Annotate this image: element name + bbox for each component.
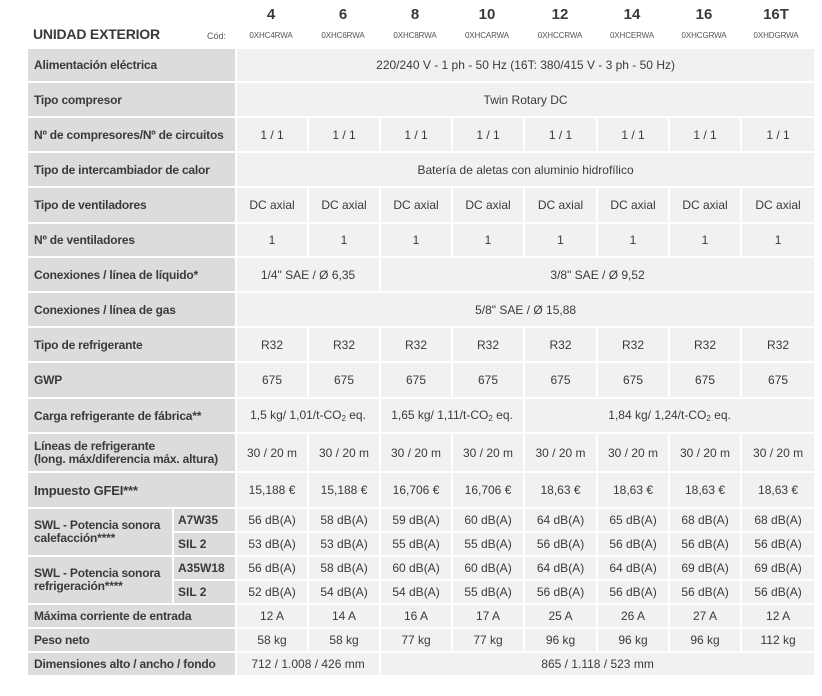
row-value: 1/4" SAE / Ø 6,35 [236,257,380,292]
cell: 96 kg [597,628,669,652]
model-code: 0XHCCRWA [537,31,583,40]
row-label: SWL - Potencia sonora refrigeración**** [27,556,173,604]
row-label: Tipo de intercambiador de calor [27,152,236,187]
model-code: 0XHC8RWA [393,31,437,40]
cell: 1 / 1 [597,117,669,152]
sub-label: A35W18 [173,556,236,580]
cell: 56 dB(A) [236,556,308,580]
cell: 60 dB(A) [452,508,524,532]
cell: 30 / 20 m [597,433,669,472]
row-intercambiador [27,152,815,187]
row-alimentacion [27,48,815,82]
sub-label: SIL 2 [173,532,236,556]
cell: 53 dB(A) [308,532,380,556]
cell: 1 [308,223,380,257]
cell: 675 [597,362,669,398]
cell: R32 [308,327,380,362]
cell: 58 dB(A) [308,556,380,580]
cell: 1 / 1 [236,117,308,152]
cell: DC axial [669,187,741,223]
cell: R32 [597,327,669,362]
cell: 1 [669,223,741,257]
cell: 58 kg [236,628,308,652]
cell: 16,706 € [452,472,524,508]
spec-table [26,47,816,677]
cell: 30 / 20 m [308,433,380,472]
cell: R32 [741,327,815,362]
model-header: 6 [338,6,348,23]
row-gfei [27,472,815,508]
cell: 1 [524,223,597,257]
model-code: 0XHDGRWA [753,31,799,40]
cell: 59 dB(A) [380,508,452,532]
cell: 96 kg [524,628,597,652]
row-label: Dimensiones alto / ancho / fondo [27,652,236,676]
cell: 1 [597,223,669,257]
row-label: Impuesto GFEI*** [27,472,236,508]
cell: 58 dB(A) [308,508,380,532]
row-circuitos [27,117,815,152]
row-lineas [27,433,815,472]
row-value: 865 / 1.118 / 523 mm [380,652,815,676]
cell: 56 dB(A) [524,532,597,556]
cell: 68 dB(A) [669,508,741,532]
row-label: Máxima corriente de entrada [27,604,236,628]
row-ventiladores-tipo [27,187,815,223]
row-label: Conexiones / línea de gas [27,292,236,327]
cell: 18,63 € [524,472,597,508]
cell: 675 [452,362,524,398]
cell: 30 / 20 m [669,433,741,472]
cell: DC axial [741,187,815,223]
cell: 1 / 1 [741,117,815,152]
row-label: Conexiones / línea de líquido* [27,257,236,292]
row-peso [27,628,815,652]
cell: 675 [308,362,380,398]
cell: 675 [380,362,452,398]
cell: 56 dB(A) [236,508,308,532]
row-corriente [27,604,815,628]
cell: 112 kg [741,628,815,652]
cell: 16 A [380,604,452,628]
cell: 77 kg [452,628,524,652]
row-label: Peso neto [27,628,236,652]
cell: 675 [236,362,308,398]
cell: 18,63 € [597,472,669,508]
model-header: 16T [763,6,789,23]
row-value: 1,84 kg/ $1,24/t-CO_2$ eq. [524,398,815,433]
cell: R32 [452,327,524,362]
cell: DC axial [524,187,597,223]
table-title: UNIDAD EXTERIOR [33,26,160,42]
cell: 58 kg [308,628,380,652]
cell: 55 dB(A) [380,532,452,556]
cell: 53 dB(A) [236,532,308,556]
cell: 30 / 20 m [741,433,815,472]
cell: R32 [524,327,597,362]
cod-label: Cód: [207,31,227,41]
cell: DC axial [597,187,669,223]
cell: DC axial [452,187,524,223]
cell: 1 / 1 [308,117,380,152]
row-swl-cal-a [27,508,815,532]
cell: 15,188 € [236,472,308,508]
row-label: SWL - Potencia sonora calefacción**** [27,508,173,556]
cell: 12 A [741,604,815,628]
row-ventiladores-num [27,223,815,257]
cell: 1 / 1 [524,117,597,152]
model-header: 16 [695,6,713,23]
row-label: Nº de ventiladores [27,223,236,257]
cell: 56 dB(A) [597,580,669,604]
row-dimensiones [27,652,815,676]
cell: 30 / 20 m [452,433,524,472]
cell: 675 [669,362,741,398]
cell: 68 dB(A) [741,508,815,532]
model-code: 0XHCERWA [609,31,655,40]
model-code: 0XHC6RWA [321,31,365,40]
row-value: 1,65 kg/ $1,11/t-CO_2$ eq. [380,398,524,433]
cell: R32 [669,327,741,362]
cell: 27 A [669,604,741,628]
cell: 54 dB(A) [380,580,452,604]
row-refrigerante [27,327,815,362]
cell: 1 [452,223,524,257]
row-gwp [27,362,815,398]
row-gas [27,292,815,327]
row-label: Alimentación eléctrica [27,48,236,82]
cell: 56 dB(A) [741,532,815,556]
cell: DC axial [308,187,380,223]
sub-label: A7W35 [173,508,236,532]
row-value: 712 / 1.008 / 426 mm [236,652,380,676]
cell: 675 [741,362,815,398]
row-label: Tipo de ventiladores [27,187,236,223]
cell: 77 kg [380,628,452,652]
cell: 56 dB(A) [669,532,741,556]
model-code: 0XHC4RWA [249,31,293,40]
cell: 56 dB(A) [524,580,597,604]
cell: 56 dB(A) [669,580,741,604]
cell: 1 / 1 [452,117,524,152]
model-header: 14 [623,6,641,23]
cell: 64 dB(A) [524,508,597,532]
cell: 54 dB(A) [308,580,380,604]
row-swl-ref-a [27,556,815,580]
sub-label: SIL 2 [173,580,236,604]
row-value: 220/240 V - 1 ph - 50 Hz (16T: 380/415 V - 3 ph - 50 Hz) [236,48,815,82]
cell: 16,706 € [380,472,452,508]
cell: 55 dB(A) [452,580,524,604]
cell: 1 [741,223,815,257]
cell: 1 / 1 [380,117,452,152]
cell: 56 dB(A) [597,532,669,556]
model-header: 10 [478,6,496,23]
cell: R32 [380,327,452,362]
model-header: 12 [551,6,569,23]
cell: 17 A [452,604,524,628]
cell: 69 dB(A) [669,556,741,580]
row-value: Twin Rotary DC [236,82,815,117]
cell: 1 [236,223,308,257]
cell: 52 dB(A) [236,580,308,604]
row-value: 1,5 kg/ $1,01/t-CO_2$ eq. [236,398,380,433]
cell: 30 / 20 m [380,433,452,472]
cell: DC axial [380,187,452,223]
model-header: 8 [410,6,420,23]
cell: DC axial [236,187,308,223]
row-liquido [27,257,815,292]
cell: 60 dB(A) [452,556,524,580]
cell: 18,63 € [741,472,815,508]
cell: R32 [236,327,308,362]
cell: 14 A [308,604,380,628]
row-value: Batería de aletas con aluminio hidrofílico [236,152,815,187]
row-label: Carga refrigerante de fábrica** [27,398,236,433]
cell: 56 dB(A) [741,580,815,604]
cell: 25 A [524,604,597,628]
row-label: Tipo compresor [27,82,236,117]
cell: 15,188 € [308,472,380,508]
cell: 60 dB(A) [380,556,452,580]
cell: 675 [524,362,597,398]
row-label: Nº de compresores/Nº de circuitos [27,117,236,152]
cell: 1 [380,223,452,257]
cell: 55 dB(A) [452,532,524,556]
cell: 1 / 1 [669,117,741,152]
cell: 64 dB(A) [524,556,597,580]
cell: 12 A [236,604,308,628]
cell: 64 dB(A) [597,556,669,580]
row-carga [27,398,815,433]
row-compresor [27,82,815,117]
cell: 69 dB(A) [741,556,815,580]
model-header: 4 [266,6,276,23]
row-value: 3/8" SAE / Ø 9,52 [380,257,815,292]
cell: 30 / 20 m [236,433,308,472]
model-code: 0XHCARWA [464,31,510,40]
row-label: GWP [27,362,236,398]
cell: 65 dB(A) [597,508,669,532]
cell: 18,63 € [669,472,741,508]
row-value: 5/8" SAE / Ø 15,88 [236,292,815,327]
model-code: 0XHCGRWA [681,31,727,40]
cell: 26 A [597,604,669,628]
row-label: Líneas de refrigerante (long. máx/diferencia máx. altura) [27,433,236,472]
cell: 30 / 20 m [524,433,597,472]
row-label: Tipo de refrigerante [27,327,236,362]
cell: 96 kg [669,628,741,652]
